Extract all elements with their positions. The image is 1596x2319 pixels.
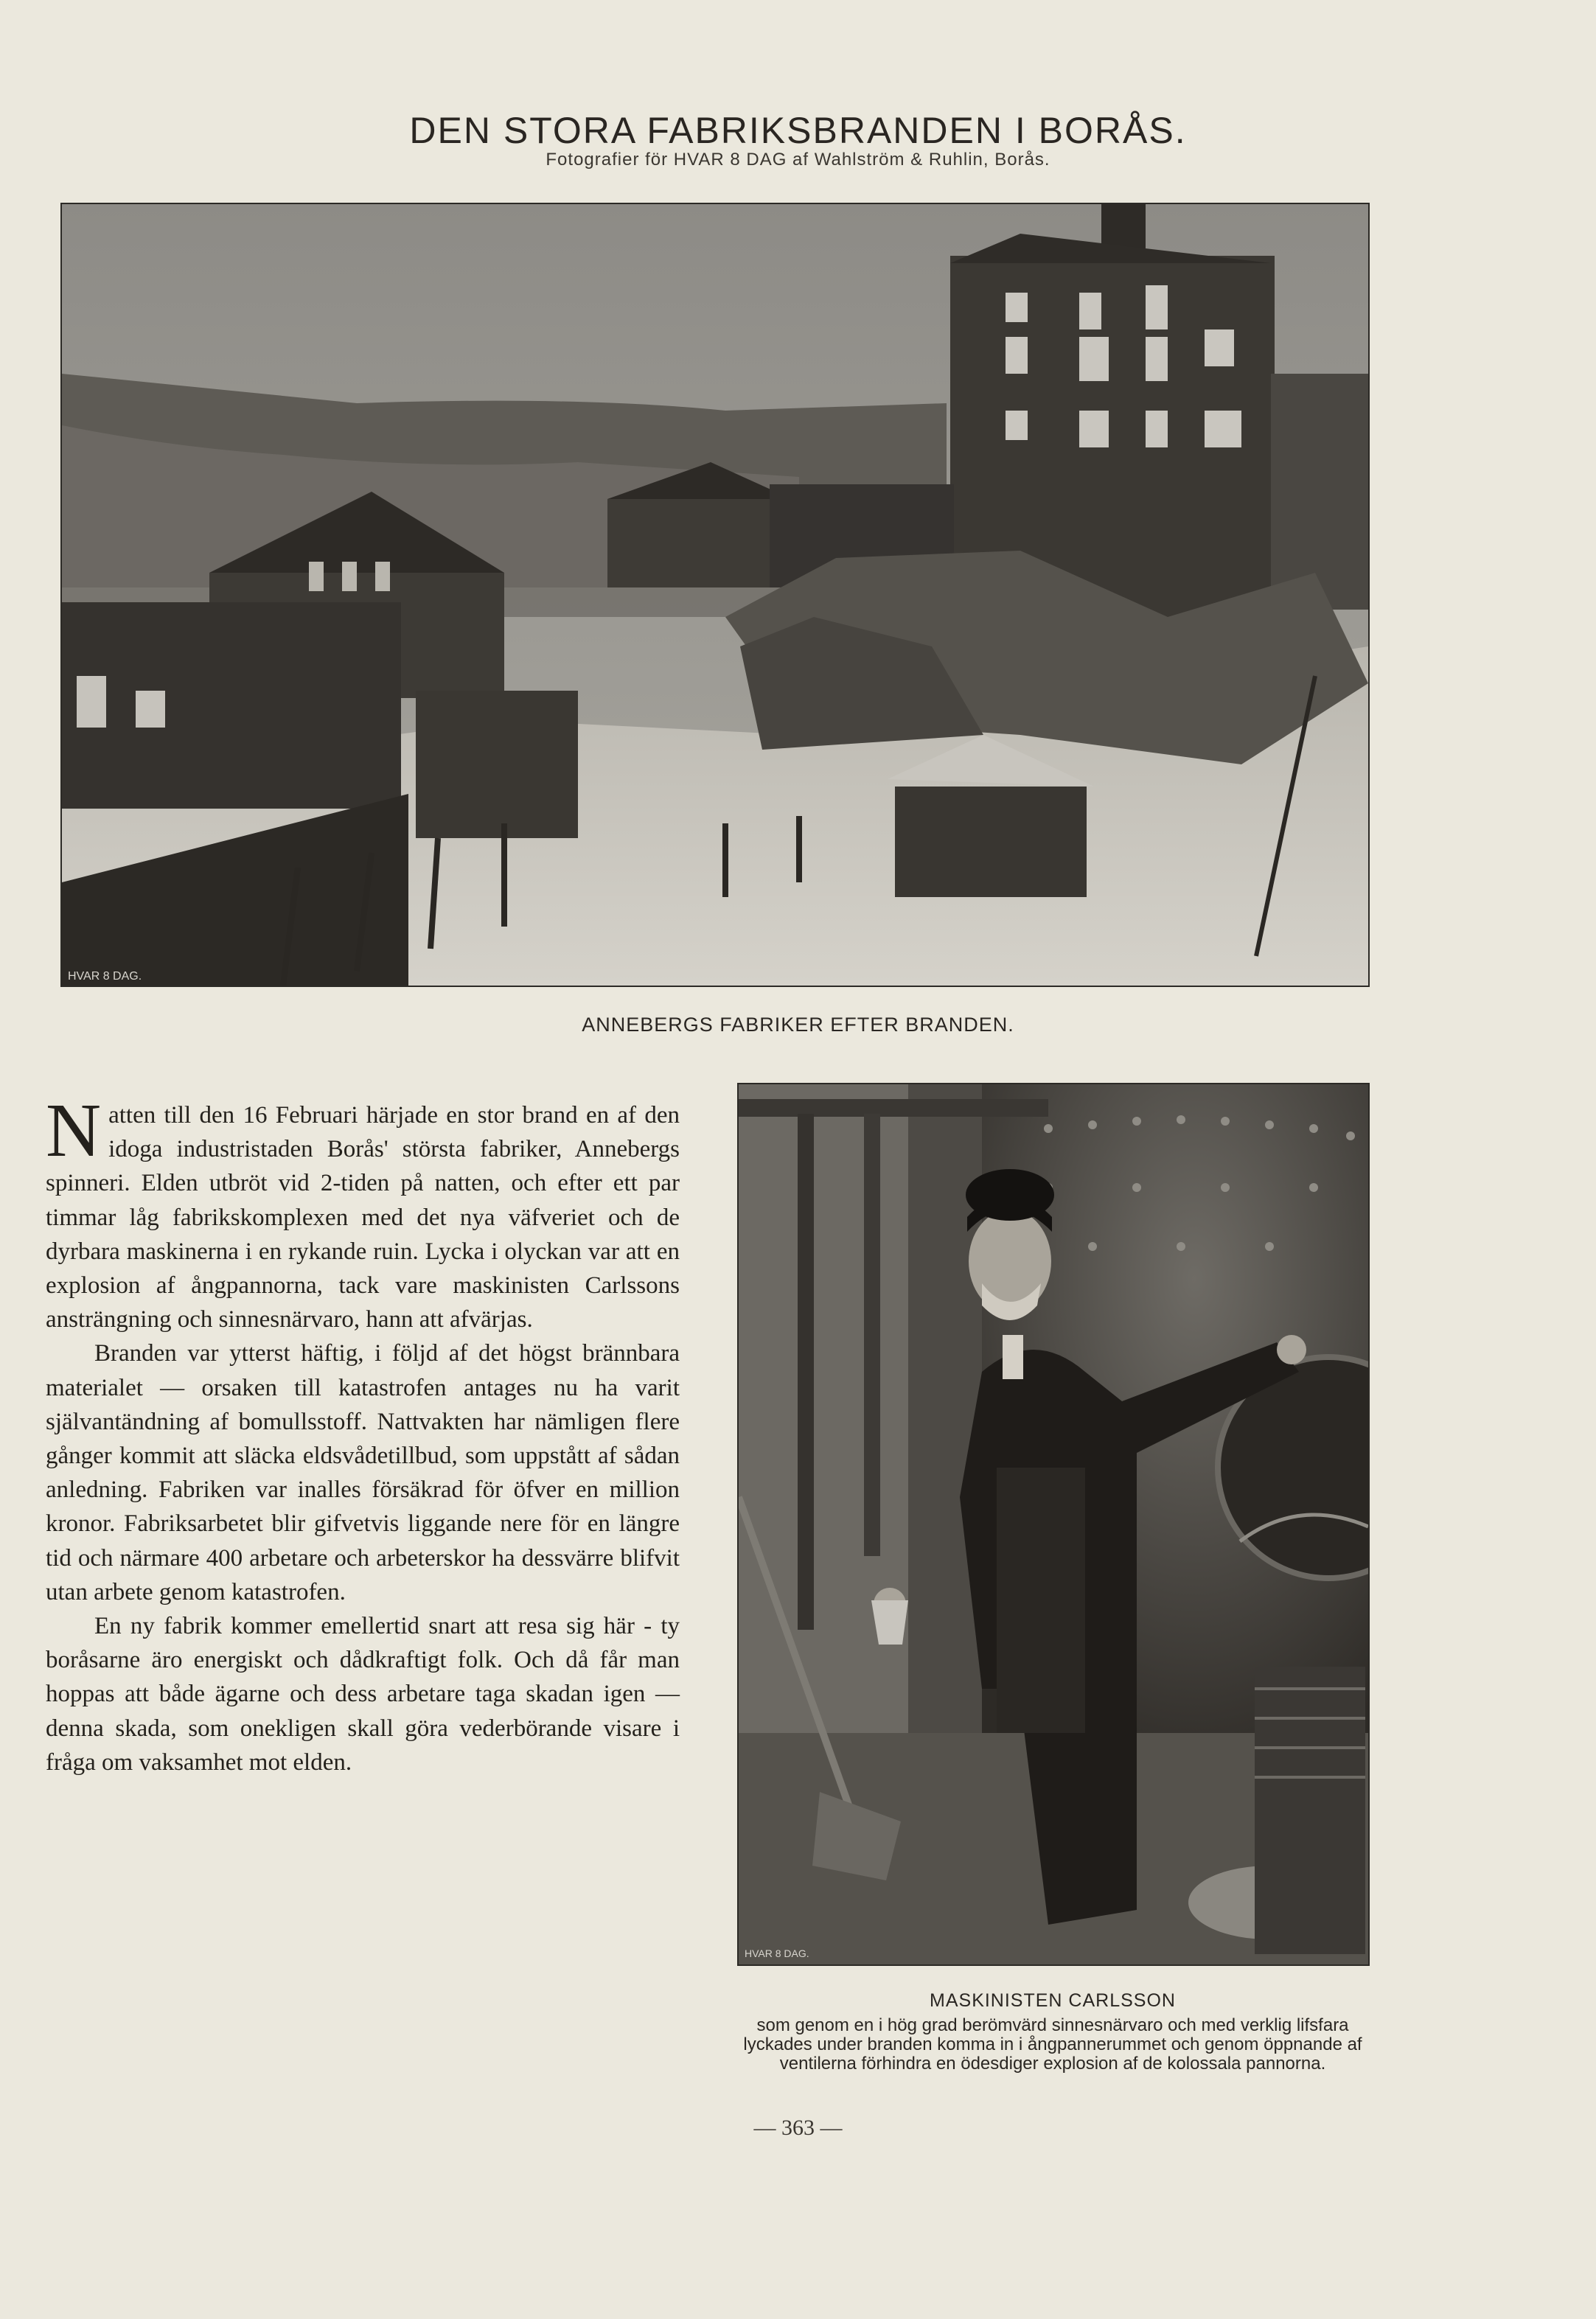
article-paragraph: En ny fabrik kommer emellertid snart att resa sig här - ty boråsarne äro energiskt och dådkraftigt folk. Och då får man hoppas att både ägarne och dess arbetare taga skadan igen — denna skada, som onekligen skall göra vederbörande visare i fråga om vaksamhet mot elden. <box>46 1613 680 1776</box>
factory-ruins-photo <box>60 203 1370 987</box>
machinist-photo <box>737 1083 1370 1966</box>
paragraph-text: atten till den 16 Februari härjade en stor brand en af den idoga industristaden Borås' största fabriker, Annebergs spinneri. Elden utbröt vid 2-tiden på natten, och efter ett par timmar låg fabrikskomplexen med det nya väfveriet och de dyrbara maskinerna i en rykande ruin. Lycka i olyckan var att en explosion af ångpannorna, tack vare maskinisten Carlssons ansträngning och sinnesnärvaro, hann att afvärjas. <box>46 1102 680 1333</box>
page-title: DEN STORA FABRIKSBRANDEN I BORÅS. <box>409 110 1187 151</box>
article-paragraph: Branden var ytterst häftig, i följd af det högst brännbara materialet — orsaken till katastrofen antages nu ha varit självantändning af bomullsstoff. Nattvakten har nämligen flere gånger kommit att släcka eldsvådetillbud, som uppstått af sådan anledning. Fabriken var inalles försäkrad för öfver en million kronor. Fabriksarbetet blir gifvetvis liggande nere för en längre tid och närmare 400 arbetare och arbeterskor ha dessvärre blifvit utan arbete genom katastrofen. <box>46 1340 680 1605</box>
article-body <box>46 1088 680 1779</box>
machinist-caption-text: som genom en i hög grad berömvärd sinnesnärvaro och med verklig lifsfara lyckades under branden komma in i ångpannerummet och genom öppnande af ventilerna förhindra en ödesdiger explosion af de kolossala pannorna. <box>743 2015 1362 2074</box>
photo-credit: Fotografier för HVAR 8 DAG af Wahlström & Ruhlin, Borås. <box>546 150 1050 170</box>
photo-watermark: HVAR 8 DAG. <box>745 1947 809 1959</box>
dropcap: N <box>46 1088 102 1173</box>
article-paragraph <box>46 1088 680 1336</box>
machinist-caption-title: MASKINISTEN CARLSSON <box>930 1990 1176 2011</box>
ruins-caption: ANNEBERGS FABRIKER EFTER BRANDEN. <box>582 1014 1014 1036</box>
photo-watermark: HVAR 8 DAG. <box>68 970 142 983</box>
page-number: — 363 — <box>753 2116 843 2140</box>
